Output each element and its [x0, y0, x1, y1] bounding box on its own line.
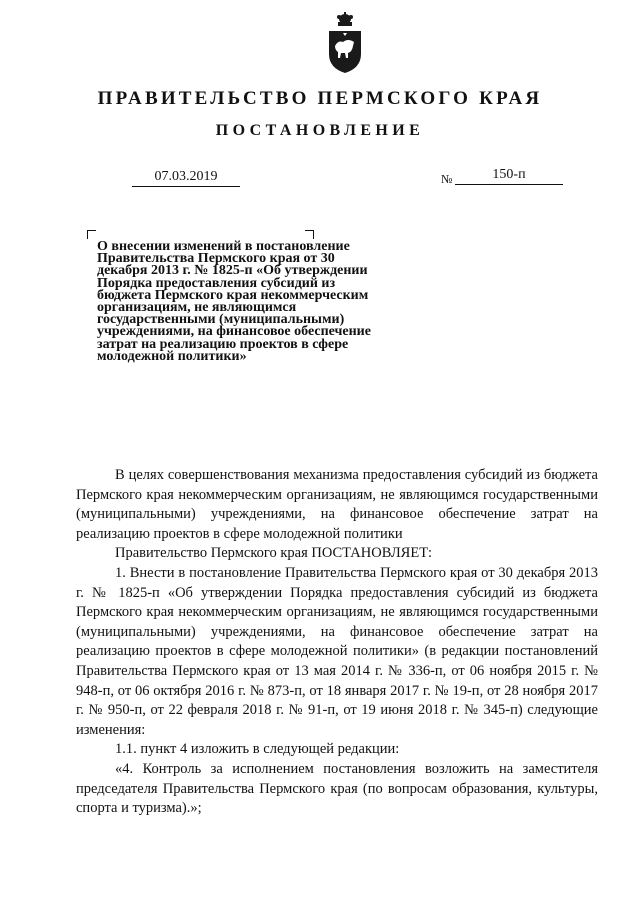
document-date: 07.03.2019 — [132, 168, 240, 187]
number-label: № — [441, 172, 453, 186]
paragraph-item-1-1: 1.1. пункт 4 изложить в следующей редакции: — [115, 741, 400, 758]
paragraph-resolution: Правительство Пермского края ПОСТАНОВЛЯЕТ: — [115, 545, 433, 562]
document-type: ПОСТАНОВЛЕНИЕ — [215, 122, 425, 139]
corner-bracket-right — [305, 230, 314, 239]
paragraph-item-1: 1. Внести в постановление Правительства Пермского края от 30 декабря 2013 г. № 1825-п «Об утверждении Порядка предоставления субсидий из бюджета Пермского края некоммерческим организациям, не являющимся государственными (муниципальными) учреждениями, на финансовое обеспечение затрат на реализацию проектов в сфере молодежной политики» (в редакции постановлений Правительства Пермского края от 13 мая 2014 г. № 336-п, от 06 ноября 2015 г. № 948-п, от 06 октября 2016 г. № 873-п, от 18 января 2017 г. № 19-п, от 28 ноября 2017 г. № 950-п, от 22 февраля 2018 г. № 91-п, от 19 июня 2018 г. № 345-п) следующие изменения: — [76, 564, 598, 738]
document-number: 150-п — [455, 166, 563, 185]
paragraph-preamble: В целях совершенствования механизма предоставления субсидий из бюджета Пермского края некоммерческим организациям, не являющимся государственными (муниципальными) учреждениями, на финансовое обеспечение затрат на реализацию проектов в сфере молодежной политики — [76, 467, 598, 542]
coat-of-arms-icon — [326, 12, 364, 74]
document-body — [76, 466, 598, 819]
paragraph-item-4-quote: «4. Контроль за исполнением постановления возложить на заместителя председателя Правительства Пермского края (по вопросам образования, культуры, спорта и туризма).»; — [76, 760, 598, 817]
corner-bracket-left — [87, 230, 96, 239]
government-title: ПРАВИТЕЛЬСТВО ПЕРМСКОГО КРАЯ — [97, 88, 543, 109]
document-subject: О внесении изменений в постановление Правительства Пермского края от 30 декабря 2013 г. № 1825-п «Об утверждении Порядка предоставления субсидий из бюджета Пермского края некоммерческим организациям, не являющимся государственными (муниципальными) учреждениями, на финансовое обеспечение затрат на реализацию проектов в сфере молодежной политики» — [97, 239, 371, 364]
